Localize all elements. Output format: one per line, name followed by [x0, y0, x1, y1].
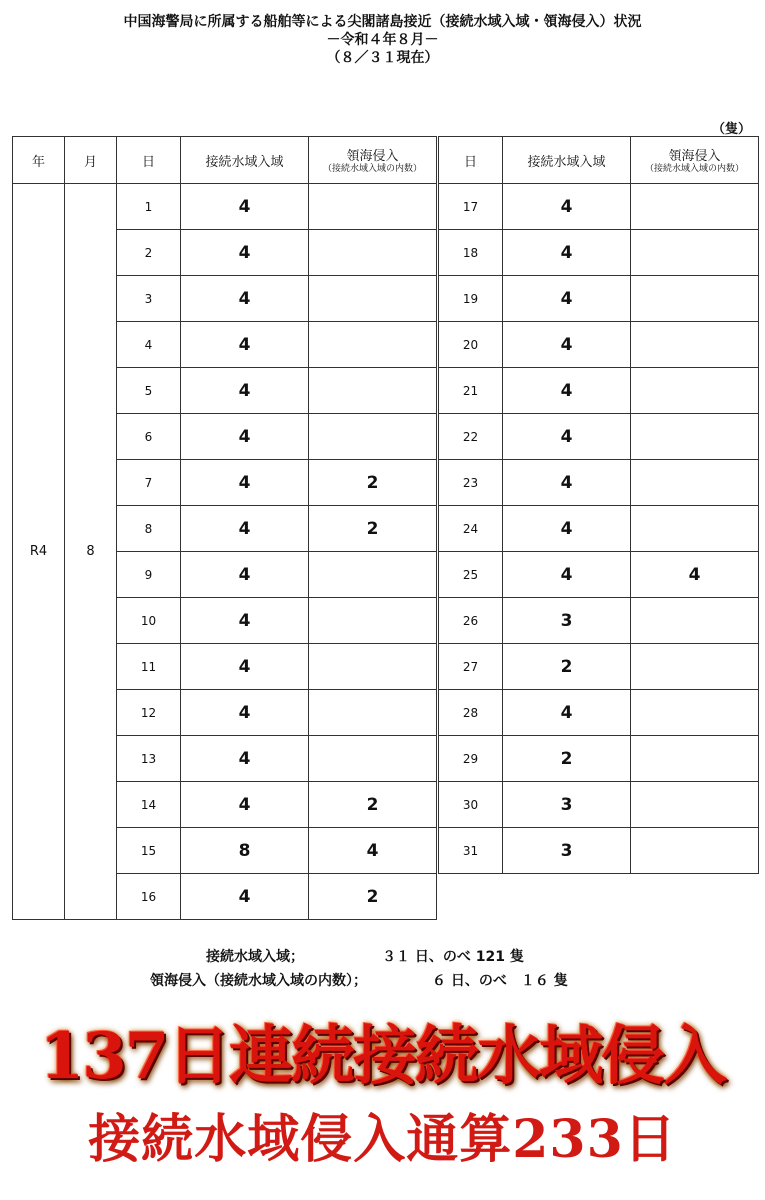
day-cell: 29 [439, 736, 503, 782]
territorial-cell [631, 644, 759, 690]
summary-contiguous-label: 接続水域入域； [206, 949, 304, 965]
contiguous-cell: 4 [181, 368, 309, 414]
col-territorial-right-label: 領海侵入 [668, 149, 721, 164]
day-cell: 24 [439, 506, 503, 552]
day-cell: 16 [117, 874, 181, 920]
day-cell: 9 [117, 552, 181, 598]
contiguous-cell: 4 [503, 368, 631, 414]
table-row [439, 690, 759, 736]
contiguous-cell: 4 [503, 322, 631, 368]
territorial-cell: 4 [631, 552, 759, 598]
day-cell: 21 [439, 368, 503, 414]
territorial-cell [631, 184, 759, 230]
table-row [439, 276, 759, 322]
table-row [439, 782, 759, 828]
summary-territorial-label: 領海侵入（接続水域入域の内数）； [150, 973, 367, 989]
territorial-cell [309, 690, 437, 736]
col-year: 年 [13, 137, 65, 184]
table-row [439, 828, 759, 874]
territorial-cell [309, 598, 437, 644]
territorial-cell [631, 736, 759, 782]
contiguous-cell: 4 [503, 276, 631, 322]
day-cell: 15 [117, 828, 181, 874]
day-cell: 23 [439, 460, 503, 506]
contiguous-cell: 4 [181, 736, 309, 782]
contiguous-cell: 3 [503, 598, 631, 644]
table-row [439, 322, 759, 368]
day-cell: 18 [439, 230, 503, 276]
right-table-body [438, 183, 759, 874]
contiguous-cell: 4 [503, 230, 631, 276]
territorial-cell [309, 736, 437, 782]
summary-territorial-value: ６ 日、のべ １６ 隻 [432, 973, 568, 989]
contiguous-cell: 3 [503, 828, 631, 874]
right-table-header [438, 136, 759, 184]
territorial-cell [631, 322, 759, 368]
col-contiguous: 接続水域入域 [181, 137, 309, 184]
territorial-cell [631, 598, 759, 644]
territorial-cell [309, 552, 437, 598]
day-cell: 28 [439, 690, 503, 736]
col-territorial-right [631, 137, 759, 184]
territorial-cell: 2 [309, 506, 437, 552]
col-day: 日 [117, 137, 181, 184]
page-title: 中国海警局に所属する船舶等による尖閣諸島接近（接続水域入域・領海侵入）状況 [123, 14, 642, 30]
day-cell: 27 [439, 644, 503, 690]
unit-label: （隻） [712, 122, 752, 137]
contiguous-cell: 8 [181, 828, 309, 874]
table-row [439, 506, 759, 552]
left-table-body [12, 183, 437, 920]
day-cell: 25 [439, 552, 503, 598]
day-cell: 30 [439, 782, 503, 828]
territorial-cell [309, 276, 437, 322]
day-cell: 26 [439, 598, 503, 644]
page-subtitle-month: －令和４年８月－ [326, 32, 439, 48]
col-day-right: 日 [439, 137, 503, 184]
col-month: 月 [65, 137, 117, 184]
table-row [439, 184, 759, 230]
table-row [439, 552, 759, 598]
banner-total-days: 接続水域侵入通算233日 [88, 1109, 677, 1170]
contiguous-cell: 4 [503, 184, 631, 230]
year-cell: R4 [13, 184, 65, 920]
territorial-cell [631, 690, 759, 736]
banner-consecutive-days: 137日連続接続水域侵入 [39, 1019, 726, 1094]
territorial-cell [309, 644, 437, 690]
day-cell: 20 [439, 322, 503, 368]
table-row [439, 460, 759, 506]
day-cell: 4 [117, 322, 181, 368]
contiguous-cell: 4 [503, 506, 631, 552]
day-cell: 31 [439, 828, 503, 874]
day-cell: 5 [117, 368, 181, 414]
month-cell: 8 [65, 184, 117, 920]
contiguous-cell: 4 [181, 782, 309, 828]
table-row [439, 598, 759, 644]
contiguous-cell: 4 [503, 552, 631, 598]
day-cell: 8 [117, 506, 181, 552]
territorial-cell [309, 368, 437, 414]
left-table-header [12, 136, 437, 184]
territorial-cell: 4 [309, 828, 437, 874]
contiguous-cell: 4 [181, 644, 309, 690]
territorial-cell: 2 [309, 874, 437, 920]
contiguous-cell: 4 [181, 460, 309, 506]
day-cell: 3 [117, 276, 181, 322]
territorial-cell: 2 [309, 782, 437, 828]
territorial-cell [631, 230, 759, 276]
contiguous-cell: 4 [181, 414, 309, 460]
territorial-cell [631, 460, 759, 506]
table-row [439, 414, 759, 460]
territorial-cell [631, 782, 759, 828]
table-row [439, 644, 759, 690]
territorial-cell: 2 [309, 460, 437, 506]
summary-contiguous-value: ３１ 日、のべ 121 隻 [382, 949, 524, 965]
contiguous-cell: 2 [503, 644, 631, 690]
table-row [13, 184, 437, 230]
contiguous-cell: 4 [181, 184, 309, 230]
contiguous-cell: 4 [181, 276, 309, 322]
day-cell: 17 [439, 184, 503, 230]
territorial-cell [631, 414, 759, 460]
table-row [439, 368, 759, 414]
day-cell: 6 [117, 414, 181, 460]
col-territorial-label: 領海侵入 [346, 149, 399, 164]
contiguous-cell: 4 [181, 690, 309, 736]
day-cell: 11 [117, 644, 181, 690]
day-cell: 14 [117, 782, 181, 828]
day-cell: 13 [117, 736, 181, 782]
day-cell: 10 [117, 598, 181, 644]
contiguous-cell: 3 [503, 782, 631, 828]
territorial-cell [309, 230, 437, 276]
contiguous-cell: 2 [503, 736, 631, 782]
contiguous-cell: 4 [181, 322, 309, 368]
day-cell: 22 [439, 414, 503, 460]
col-territorial-sub: （接続水域入域の内数） [322, 164, 422, 174]
territorial-cell [631, 276, 759, 322]
contiguous-cell: 4 [181, 230, 309, 276]
table-row [439, 736, 759, 782]
page-subtitle-date: （８／３１現在） [326, 50, 439, 66]
col-territorial-right-sub: （接続水域入域の内数） [644, 164, 744, 174]
day-cell: 19 [439, 276, 503, 322]
day-cell: 2 [117, 230, 181, 276]
day-cell: 1 [117, 184, 181, 230]
day-cell: 7 [117, 460, 181, 506]
day-cell: 12 [117, 690, 181, 736]
col-territorial [309, 137, 437, 184]
territorial-cell [309, 322, 437, 368]
col-contiguous-right: 接続水域入域 [503, 137, 631, 184]
contiguous-cell: 4 [181, 552, 309, 598]
contiguous-cell: 4 [503, 460, 631, 506]
contiguous-cell: 4 [181, 506, 309, 552]
territorial-cell [309, 414, 437, 460]
table-row [439, 230, 759, 276]
territorial-cell [309, 184, 437, 230]
territorial-cell [631, 368, 759, 414]
territorial-cell [631, 828, 759, 874]
contiguous-cell: 4 [503, 690, 631, 736]
contiguous-cell: 4 [181, 874, 309, 920]
territorial-cell [631, 506, 759, 552]
contiguous-cell: 4 [503, 414, 631, 460]
contiguous-cell: 4 [181, 598, 309, 644]
